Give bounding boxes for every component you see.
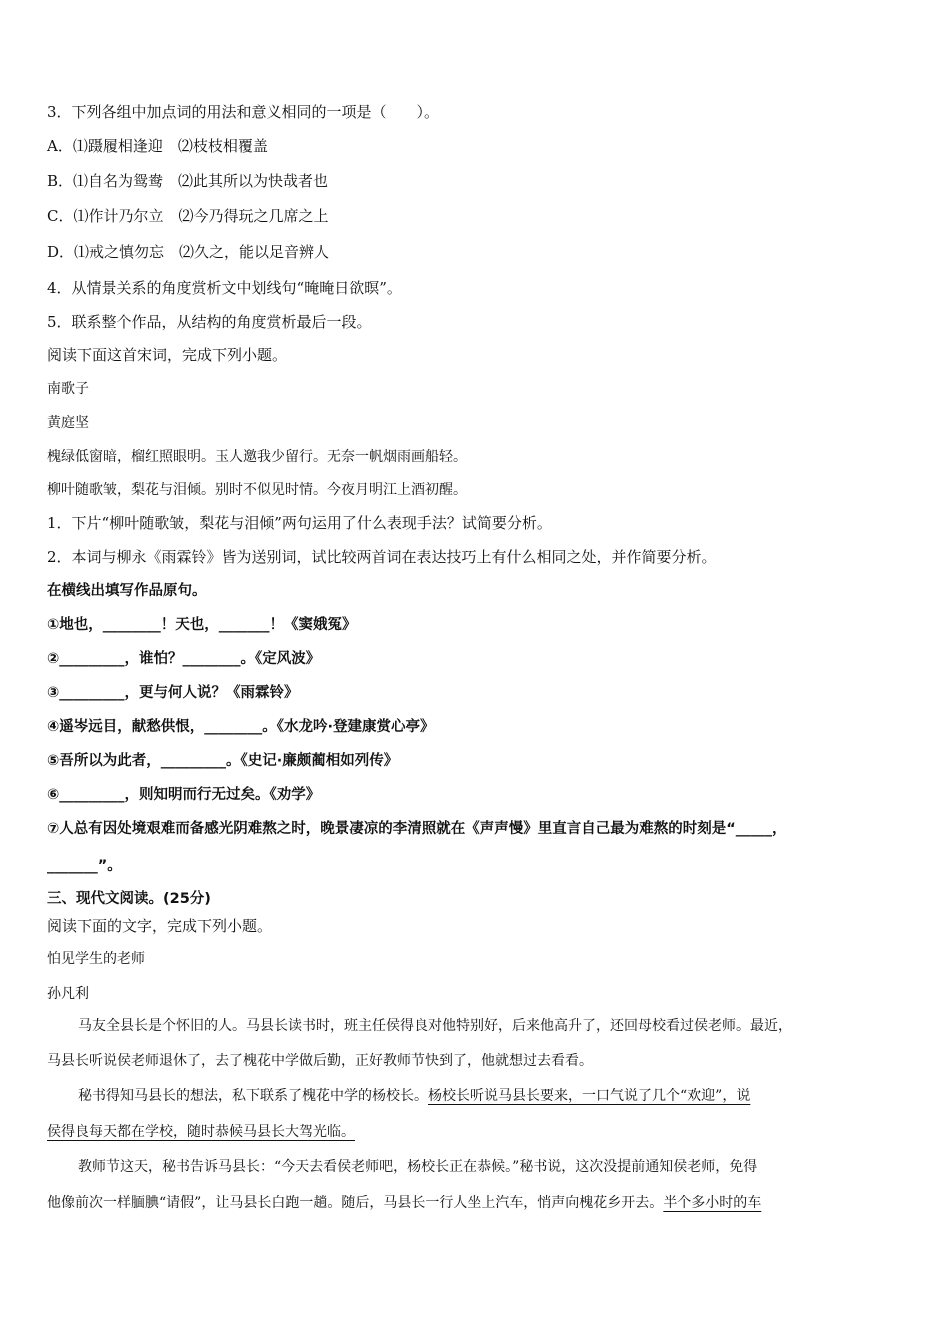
text-segment: 2．本词与柳永《雨霖铃》皆为送别词，试比较两首词在表达技巧上有什么相同之处，并作简要分析。 xyxy=(47,548,717,566)
text-line xyxy=(47,717,435,737)
text-segment: 1．下片“柳叶随歌皱，梨花与泪倾”两句运用了什么表现手法？试简要分析。 xyxy=(47,514,552,532)
text-segment: 马县长听说侯老师退休了，去了槐花中学做后勤，正好教师节快到了，他就想过去看看。 xyxy=(47,1053,593,1069)
text-segment: ④遥岑远目，献愁供恨，________。《水龙吟·登建康赏心亭》 xyxy=(47,719,435,735)
text-line xyxy=(47,447,467,467)
text-segment: 在横线出填写作品原句。 xyxy=(47,583,207,599)
text-line xyxy=(47,242,329,262)
text-segment: 南歌子 xyxy=(47,381,89,397)
text-line xyxy=(47,345,287,365)
text-line xyxy=(47,856,122,876)
text-line xyxy=(78,1157,757,1177)
text-segment: D．⑴戒之慎勿忘 ⑵久之，能以足音辨人 xyxy=(47,243,330,261)
text-segment: 马友全县长是个怀旧的人。马县长读书时，班主任侯得良对他特别好，后来他高升了，还回母校看过侯老师。最近， xyxy=(78,1018,792,1034)
text-segment: ③_________，更与何人说？《雨霖铃》 xyxy=(47,685,299,701)
underlined-sentence: 侯得良每天都在学校，随时恭候马县长大驾光临。 xyxy=(47,1124,355,1140)
text-segment: ⑦人总有因处境艰难而备感光阴难熬之时，晚景凄凉的李清照就在《声声慢》里直言自己最为难熬的时刻是“_____， xyxy=(47,821,787,837)
text-segment: B．⑴自名为鸳鸯 ⑵此其所以为快哉者也 xyxy=(47,172,329,190)
text-segment: _______”。 xyxy=(47,858,122,874)
text-line xyxy=(47,102,439,122)
text-line xyxy=(47,581,207,601)
text-line xyxy=(47,785,320,805)
text-line xyxy=(47,916,272,936)
text-segment: 3．下列各组中加点词的用法和意义相同的一项是（ ）。 xyxy=(47,103,440,121)
text-line xyxy=(47,889,211,909)
text-line xyxy=(47,649,320,669)
text-segment: A．⑴蹑履相逢迎 ⑵枝枝相覆盖 xyxy=(47,137,268,155)
text-line xyxy=(47,547,717,567)
text-line xyxy=(47,136,268,156)
text-line xyxy=(47,1122,355,1142)
text-line xyxy=(78,1016,792,1036)
text-line xyxy=(47,171,328,191)
text-segment: 槐绿低窗暗，榴红照眼明。玉人邀我少留行。无奈一帆烟雨画船轻。 xyxy=(47,449,467,465)
text-line xyxy=(47,278,402,298)
text-segment: ⑥_________，则知明而行无过矣。《劝学》 xyxy=(47,787,321,803)
text-segment: 5．联系整个作品，从结构的角度赏析最后一段。 xyxy=(47,313,372,331)
text-line xyxy=(47,480,467,500)
text-segment: ⑤吾所以为此者，_________。《史记·廉颇蔺相如列传》 xyxy=(47,753,399,769)
text-line xyxy=(47,379,89,399)
text-line xyxy=(47,513,552,533)
text-segment: C．⑴作计乃尔立 ⑵今乃得玩之几席之上 xyxy=(47,207,329,225)
text-line xyxy=(47,413,89,433)
underlined-sentence: 杨校长听说马县长要来，一口气说了几个“欢迎”，说 xyxy=(428,1088,751,1104)
text-segment: ①地也，________！天也，_______！《窦娥冤》 xyxy=(47,617,357,633)
text-line xyxy=(78,1086,750,1106)
text-line xyxy=(47,949,145,969)
text-segment: ②_________，谁怕？________。《定风波》 xyxy=(47,651,321,667)
text-line xyxy=(47,312,372,332)
text-line xyxy=(47,615,357,635)
text-segment: 孙凡利 xyxy=(47,986,89,1002)
text-line xyxy=(47,984,89,1004)
text-segment: 他像前次一样腼腆“请假”，让马县长白跑一趟。随后，马县长一行人坐上汽车，悄声向槐花乡开去。 xyxy=(47,1195,664,1211)
text-segment: 教师节这天，秘书告诉马县长：“今天去看侯老师吧，杨校长正在恭候。”秘书说，这次没提前通知侯老师，免得 xyxy=(78,1159,758,1175)
text-line xyxy=(47,1193,761,1213)
text-segment: 4．从情景关系的角度赏析文中划线句“晻晻日欲暝”。 xyxy=(47,279,402,297)
text-segment: 阅读下面的文字，完成下列小题。 xyxy=(47,917,273,935)
text-line xyxy=(47,751,398,771)
text-line xyxy=(47,819,787,839)
underlined-sentence: 半个多小时的车 xyxy=(663,1195,762,1211)
text-segment: 怕见学生的老师 xyxy=(47,951,145,967)
text-segment: 三、现代文阅读。(25分) xyxy=(47,891,211,907)
text-segment: 黄庭坚 xyxy=(47,415,89,431)
text-line xyxy=(47,683,299,703)
text-segment: 阅读下面这首宋词，完成下列小题。 xyxy=(47,346,288,364)
text-segment: 柳叶随歌皱，梨花与泪倾。别时不似见时情。今夜月明江上酒初醒。 xyxy=(47,482,467,498)
text-line xyxy=(47,206,328,226)
text-line xyxy=(47,1051,593,1071)
text-segment: 秘书得知马县长的想法，私下联系了槐花中学的杨校长。 xyxy=(78,1088,428,1104)
